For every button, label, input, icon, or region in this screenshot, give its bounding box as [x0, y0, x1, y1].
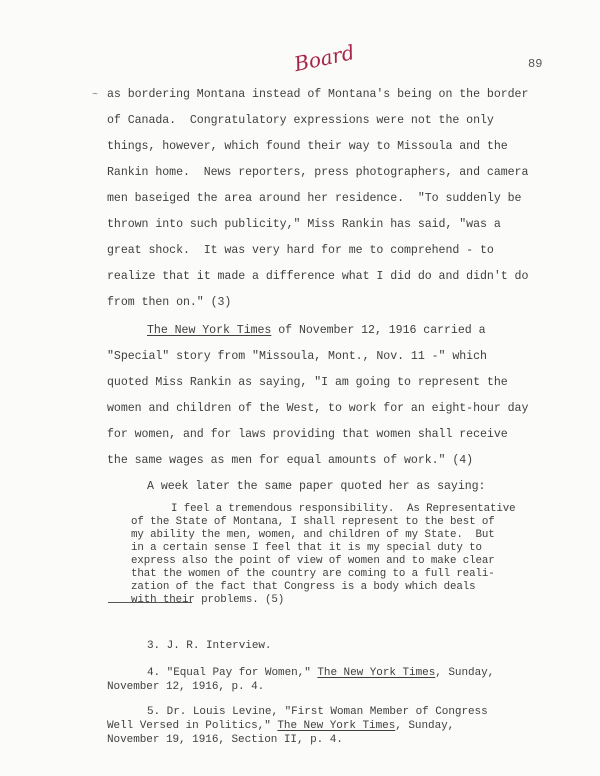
body-line: realize that it made a difference what I did do and didn't do	[107, 270, 529, 283]
footnote-4-line: 4. "Equal Pay for Women," The New York Times, Sunday,	[147, 667, 495, 679]
quote-line: that the women of the country are coming to a full reali-	[131, 568, 495, 580]
margin-mark: ~	[92, 90, 99, 101]
quote-line: my ability the men, women, and children of my State. But	[131, 529, 495, 541]
quote-line: I feel a tremendous responsibility. As Representative	[171, 503, 516, 515]
quote-line: zation of the fact that Congress is a body which deals	[131, 581, 476, 593]
footnote-4-line: November 12, 1916, p. 4.	[107, 681, 265, 693]
body-line: Rankin home. News reporters, press photographers, and camera	[107, 166, 529, 179]
body-line: "Special" story from "Missoula, Mont., Nov. 11 -" which	[107, 350, 487, 363]
footnote-5-line: Well Versed in Politics," The New York Times, Sunday,	[107, 720, 455, 732]
body-line: the same wages as men for equal amounts of work." (4)	[107, 454, 474, 467]
body-line: for women, and for laws providing that women shall receive	[107, 428, 508, 441]
newspaper-title: The New York Times	[147, 324, 272, 337]
body-line: A week later the same paper quoted her as saying:	[147, 480, 486, 493]
newspaper-title: The New York Times	[277, 720, 396, 732]
body-line: things, however, which found their way to Missoula and the	[107, 140, 508, 153]
svg-text:Board: Board	[291, 40, 357, 76]
footnote-rule	[108, 602, 192, 603]
quote-line: of the State of Montana, I shall represent to the best of	[131, 516, 495, 528]
body-line: of Canada. Congratulatory expressions were not the only	[107, 114, 494, 127]
handwritten-annotation	[290, 40, 360, 76]
quote-line: in a certain sense I feel that it is my special duty to	[131, 542, 482, 554]
body-line: as bordering Montana instead of Montana's being on the border	[107, 88, 529, 101]
body-line: thrown into such publicity," Miss Rankin has said, "was a	[107, 218, 501, 231]
body-line: The New York Times of November 12, 1916 carried a	[147, 324, 486, 337]
body-line: men baseiged the area around her residence. "To suddenly be	[107, 192, 522, 205]
footnote-5-line: November 19, 1916, Section II, p. 4.	[107, 734, 343, 746]
quote-line: express also the point of view of women and to make clear	[131, 555, 495, 567]
body-line: quoted Miss Rankin as saying, "I am going to represent the	[107, 376, 508, 389]
quote-line: with their problems. (5)	[131, 594, 285, 606]
newspaper-title: The New York Times	[317, 667, 436, 679]
footnote-3: 3. J. R. Interview.	[147, 640, 272, 652]
body-line: women and children of the West, to work for an eight-hour day	[107, 402, 529, 415]
body-line: from then on." (3)	[107, 296, 232, 309]
body-line: great shock. It was very hard for me to comprehend - to	[107, 244, 494, 257]
footnote-5-line: 5. Dr. Louis Levine, "First Woman Member of Congress	[147, 706, 488, 718]
page-number: 89	[528, 57, 543, 71]
